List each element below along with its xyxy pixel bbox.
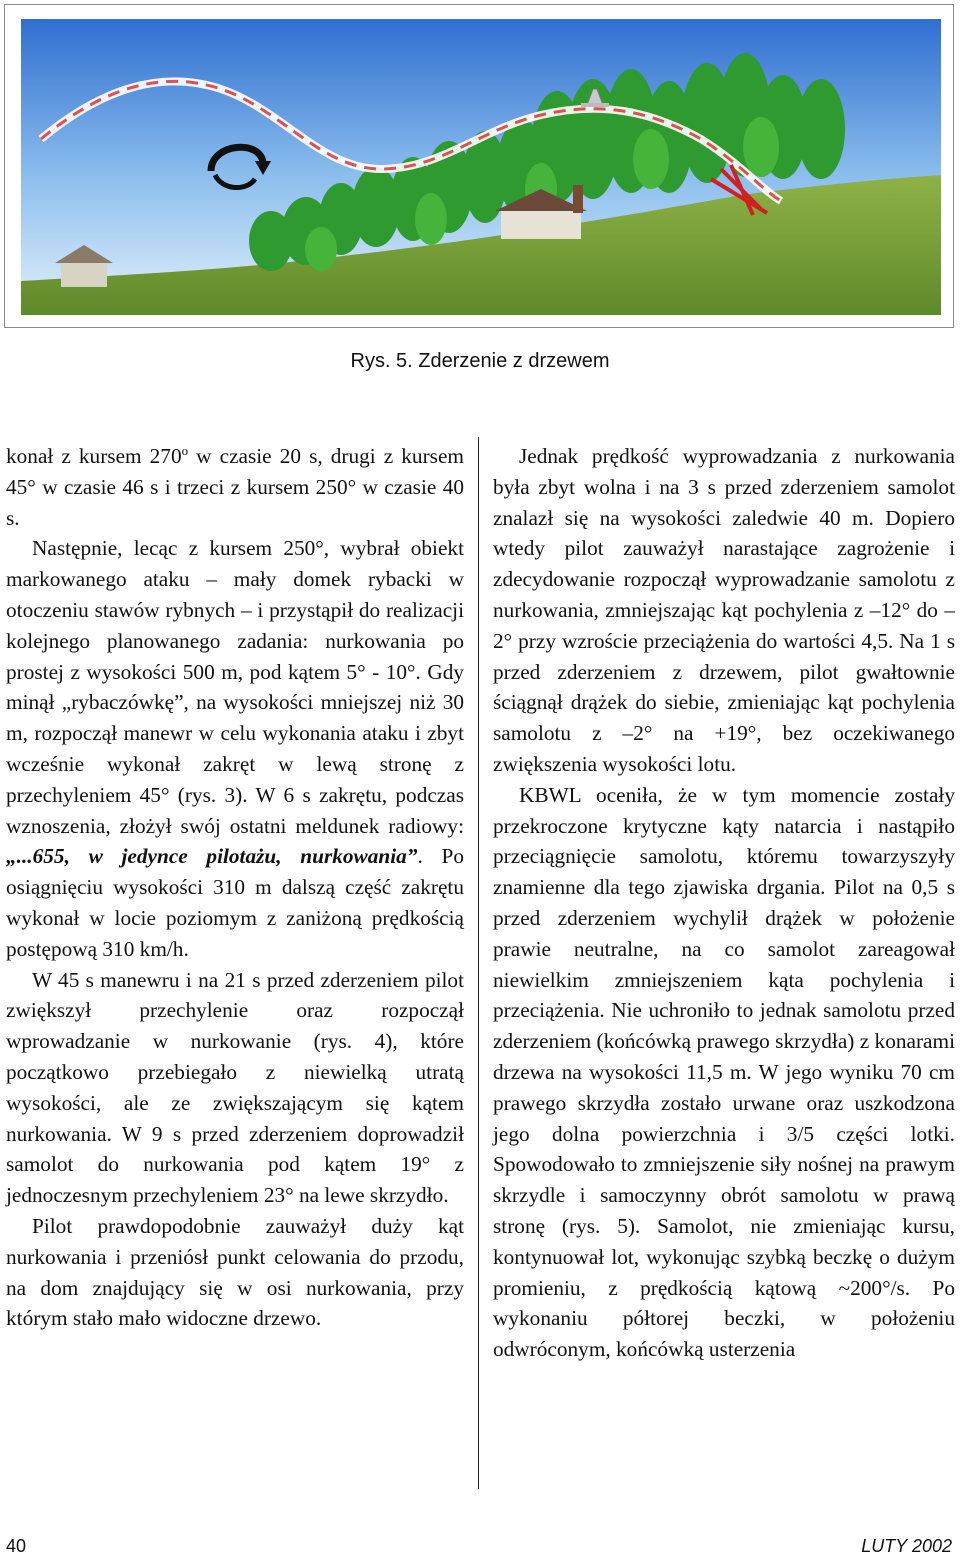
left-paragraph-2: Następnie, lecąc z kursem 250°, wybrał obiekt markowanego ataku – mały domek rybacki w otoczeniu stawów rybnych – i przystąpił do realizacji kolejnego planowanego zadania: nurkowania po prostej z wysokości 500 m, pod kątem 5° - 10°. Gdy minął „rybaczówkę”, na wysokości mniejszej niż 30 m, rozpoczął manewr w celu wykonania ataku i zbyt wcześnie wykonał zakręt w lewą stronę z przechyleniem 45° (rys. 3). W 6 s zakrętu, podczas wznoszenia, złożył swój ostatni meldunek radiowy: „...655, w jedynce pilotażu, nurkowania”. Po osiągnięciu wysokości 310 m dalszą część zakrętu wykonał w locie poziomym z zaniżoną prędkością postępową 310 km/h. [6, 536, 464, 961]
degree-superscript: o [181, 442, 189, 458]
right-paragraph-1: Jednak prędkość wyprowadzania z nurkowania była zbyt wolna i na 3 s przed zderzeniem samolot znalazł się na wysokości zaledwie 40 m. Dopiero wtedy pilot zauważył narastające zagrożenie i zdecydowanie rozpoczął wyprowadzanie samolotu z nurkowania, zmniejszając kąt pochylenia z –12° do –2° przy wzroście przeciążenia do wartości 4,5. Na 1 s przed zderzeniem z drzewem, pilot gwałtownie ściągnął drążek do siebie, zmieniając kąt pochylenia samolotu z –2° na +19°, bez oczekiwanego zwiększenia wysokości lotu. [493, 444, 955, 776]
figure-frame [4, 4, 954, 328]
figure-caption: Rys. 5. Zderzenie z drzewem [350, 350, 610, 372]
collision-illustration [21, 19, 941, 315]
column-divider [478, 437, 479, 1489]
right-paragraph-2: KBWL oceniła, że w tym momencie zostały przekroczone krytyczne kąty natarcia i nastąpiło przeciągnięcie samolotu, któremu towarzyszyły znamienne dla tego zjawiska drgania. Pilot na 0,5 s przed zderzeniem wychylił drążek w położenie prawie neutralne, na co samolot zareagował niewielkim zmniejszeniem kąta pochylenia i przeciążenia. Nie uchroniło to jednak samolotu przed zderzeniem (końcówką prawego skrzydła) z konarami drzewa na wysokości 11,5 m. W jego wyniku 70 cm prawego skrzydła zostało urwane oraz uszkodzona jego dolna powierzchnia i 3/5 części lotki. Spowodowało to zmniejszenie siły nośnej na prawym skrzydle i samoczynny obrót samolotu w prawą stronę (rys. 5). Samolot, nie zmieniając kursu, kontynuował lot, wykonując szybką beczkę o dużym promieniu, z prędkością kątową ~200°/s. Po wykonaniu półtorej beczki, w położeniu odwróconym, końcówką usterzenia [493, 782, 955, 1362]
issue-label: LUTY 2002 [861, 1536, 952, 1556]
radio-quote: „...655, w jedynce pilotażu, nurkowania” [6, 844, 418, 869]
page-number: 40 [6, 1536, 27, 1556]
left-column [6, 441, 464, 1334]
left-paragraph-1: konał z kursem 270$^o$ w czasie 20 s, drugi z kursem 45° w czasie 46 s i trzeci z kursem 250° w czasie 40 s. [6, 442, 464, 530]
left-paragraph-4: Pilot prawdopodobnie zauważył duży kąt nurkowania i przeniósł punkt celowania do przodu, na dom znajdujący się w osi nurkowania, przy którym stało mało widoczne drzewo. [6, 1213, 464, 1331]
left-paragraph-3: W 45 s manewru i na 21 s przed zderzeniem pilot zwiększył przechylenie oraz rozpoczął wprowadzanie w nurkowanie (rys. 4), które początkowo przebiegało z niewielką utratą wysokości, ale ze zwiększającym się kątem nurkowania. W 9 s przed zderzeniem doprowadził samolot do nurkowania pod kątem 19° z jednoczesnym przechyleniem 23° na lewe skrzydło. [6, 967, 464, 1208]
right-column [493, 441, 955, 1365]
